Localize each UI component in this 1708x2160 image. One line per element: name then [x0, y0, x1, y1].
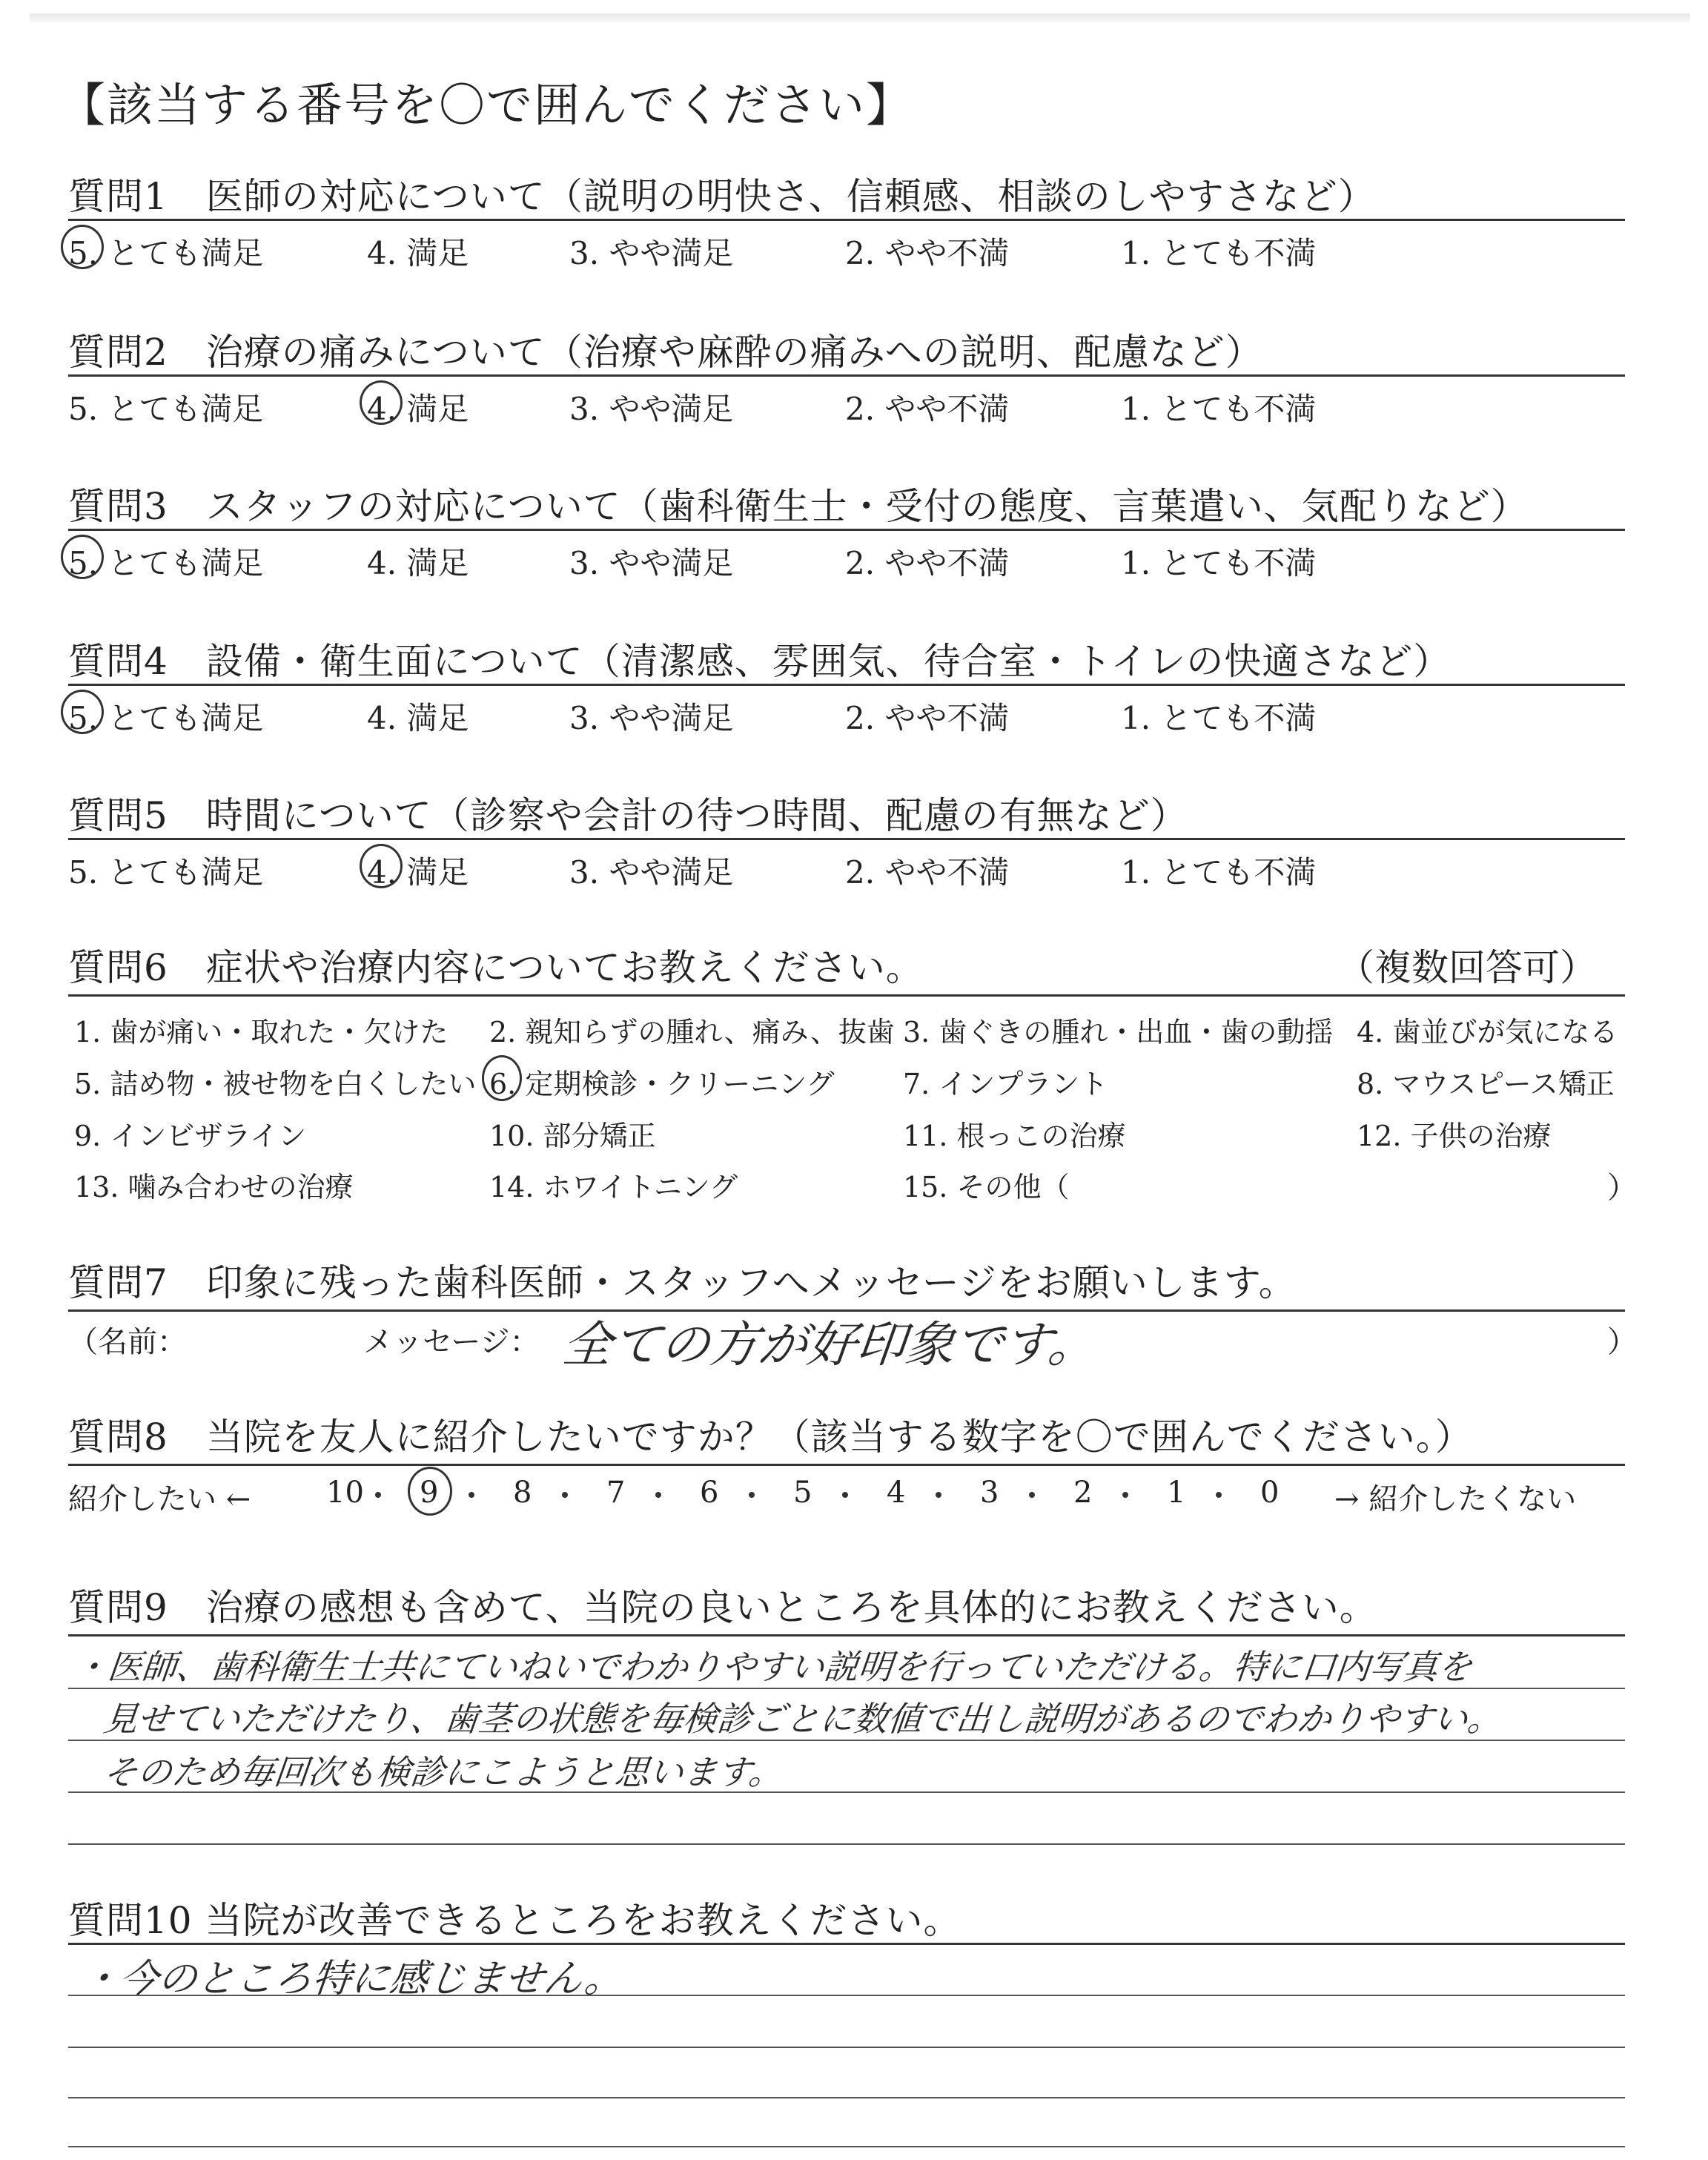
q6-option-15: 15. その他（ — [903, 1171, 1070, 1203]
q6-option-11: 11. 根っこの治療 — [903, 1120, 1126, 1152]
q5-option-2: 2. やや不満 — [845, 854, 1010, 891]
q2-option-1: 1. とても不満 — [1121, 391, 1317, 427]
page-header: 【該当する番号を〇で囲んでください】 — [59, 78, 914, 132]
q3-option-1: 1. とても不満 — [1121, 545, 1317, 581]
q7-close-paren: ） — [1607, 1325, 1637, 1359]
q8-left-label: 紹介したい ← — [68, 1482, 251, 1516]
q4-option-5: 5. とても満足 — [68, 700, 264, 736]
q8-title: 質問8 当院を友人に紹介したいですか？（該当する数字を〇で囲んでください。） — [68, 1416, 1473, 1459]
q8-separator-dot — [469, 1492, 474, 1498]
q4-title: 質問4 設備・衛生面について（清潔感、雰囲気、待合室・トイレの快適さなど） — [68, 640, 1452, 683]
q4-option-3: 3. やや満足 — [569, 700, 734, 736]
q8-separator-dot — [655, 1492, 661, 1498]
q6-option-13: 13. 噛み合わせの治療 — [74, 1171, 354, 1203]
q8-value-10: 10 — [326, 1476, 364, 1510]
q4-option-2: 2. やや不満 — [845, 700, 1010, 736]
q8-separator-dot — [375, 1492, 381, 1498]
q5-rule — [68, 838, 1625, 840]
q10-rule-5 — [68, 2146, 1625, 2147]
q8-separator-dot — [1029, 1492, 1035, 1498]
q7-message-handwritten: 全ての方が好印象です。 — [560, 1316, 1101, 1373]
q6-option-8: 8. マウスピース矯正 — [1357, 1068, 1615, 1100]
q5-option-5: 5. とても満足 — [68, 854, 264, 891]
q6-option-7: 7. インプラント — [903, 1068, 1108, 1100]
q6-note: （複数回答可） — [1337, 946, 1597, 989]
q3-option-4: 4. 満足 — [367, 545, 469, 581]
q8-separator-dot — [842, 1492, 848, 1498]
q3-option-3: 3. やや満足 — [569, 545, 734, 581]
q5-title: 質問5 時間について（診察や会計の待つ時間、配慮の有無など） — [68, 794, 1188, 837]
q5-option-4: 4. 満足 — [367, 854, 469, 891]
q8-separator-dot — [1216, 1492, 1222, 1498]
q4-rule — [68, 684, 1625, 686]
q6-option-10: 10. 部分矯正 — [489, 1120, 656, 1152]
q6-option-9: 9. インビザライン — [74, 1120, 307, 1152]
q9-rule-1 — [68, 1634, 1625, 1636]
q3-option-5: 5. とても満足 — [68, 545, 264, 581]
q6-option-4: 4. 歯並びが気になる — [1357, 1016, 1618, 1048]
q8-separator-dot — [562, 1492, 568, 1498]
q6-close-paren: ） — [1607, 1171, 1637, 1205]
q8-rule — [68, 1464, 1625, 1466]
q9-line-3: そのため毎回次も検診にこようと思います。 — [101, 1752, 785, 1792]
q5-option-3: 3. やや満足 — [569, 854, 734, 891]
q1-selected-circle — [61, 225, 104, 269]
q5-selected-circle — [360, 844, 403, 888]
q8-value-1: 1 — [1167, 1476, 1186, 1510]
q2-title: 質問2 治療の痛みについて（治療や麻酔の痛みへの説明、配慮など） — [68, 331, 1263, 374]
q2-option-2: 2. やや不満 — [845, 391, 1010, 427]
q8-value-4: 4 — [887, 1476, 906, 1510]
q8-value-2: 2 — [1073, 1476, 1093, 1510]
q7-title: 質問7 印象に残った歯科医師・スタッフへメッセージをお願いします。 — [68, 1261, 1297, 1304]
q4-option-1: 1. とても不満 — [1121, 700, 1317, 736]
q6-option-6: 6. 定期検診・クリーニング — [489, 1068, 835, 1100]
q8-value-8: 8 — [513, 1476, 532, 1510]
q8-right-label: → 紹介したくない — [1334, 1482, 1577, 1516]
q6-option-1: 1. 歯が痛い・取れた・欠けた — [74, 1016, 448, 1048]
q10-rule-4 — [68, 2097, 1625, 2098]
scan-edge — [30, 13, 1690, 22]
q3-title: 質問3 スタッフの対応について（歯科衛生士・受付の態度、言葉遣い、気配りなど） — [68, 485, 1529, 528]
q5-option-1: 1. とても不満 — [1121, 854, 1317, 891]
q6-title: 質問6 症状や治療内容についてお教えください。 — [68, 946, 924, 989]
q8-separator-dot — [936, 1492, 941, 1498]
q8-separator-dot — [1122, 1492, 1128, 1498]
q2-option-5: 5. とても満足 — [68, 391, 264, 427]
q2-option-3: 3. やや満足 — [569, 391, 734, 427]
q1-option-4: 4. 満足 — [367, 235, 469, 271]
q6-rule — [68, 994, 1625, 997]
q10-line-1: ・今のところ特に感じません。 — [79, 1957, 626, 2001]
q8-value-0: 0 — [1260, 1476, 1280, 1510]
q7-message-label: メッセージ： — [363, 1325, 540, 1359]
q6-option-5: 5. 詰め物・被せ物を白くしたい — [74, 1068, 477, 1100]
q1-option-2: 2. やや不満 — [845, 235, 1010, 271]
q3-option-2: 2. やや不満 — [845, 545, 1010, 581]
q10-rule-1 — [68, 1943, 1625, 1945]
q10-title: 質問10 当院が改善できるところをお教えください。 — [68, 1899, 961, 1942]
q8-selected-circle — [408, 1467, 452, 1516]
q2-option-4: 4. 満足 — [367, 391, 469, 427]
q1-option-5: 5. とても満足 — [68, 235, 264, 271]
q3-selected-circle — [61, 535, 104, 579]
q4-selected-circle — [61, 690, 104, 734]
q6-option-3: 3. 歯ぐきの腫れ・出血・歯の動揺 — [903, 1016, 1334, 1048]
q1-option-3: 3. やや満足 — [569, 235, 734, 271]
q2-rule — [68, 374, 1625, 377]
q9-rule-5 — [68, 1843, 1625, 1845]
q8-value-6: 6 — [700, 1476, 719, 1510]
q6-option-12: 12. 子供の治療 — [1357, 1120, 1552, 1152]
q1-rule — [68, 219, 1625, 221]
q9-line-2: 見せていただけたり、歯茎の状態を毎検診ごとに数値で出し説明があるのでわかりやすい。 — [101, 1699, 1504, 1739]
q10-rule-3 — [68, 2047, 1625, 2048]
q3-rule — [68, 529, 1625, 531]
q8-value-9: 9 — [420, 1476, 439, 1510]
q9-line-1: ・医師、歯科衛生士共にていねいでわかりやすい説明を行っていただける。特に口内写真を — [71, 1647, 1474, 1687]
q9-title: 質問9 治療の感想も含めて、当院の良いところを具体的にお教えください。 — [68, 1586, 1377, 1629]
q4-option-4: 4. 満足 — [367, 700, 469, 736]
q8-value-3: 3 — [980, 1476, 999, 1510]
q7-name-label: （名前： — [68, 1325, 187, 1359]
q6-option-14: 14. ホワイトニング — [489, 1171, 738, 1203]
q2-selected-circle — [360, 380, 403, 425]
q8-value-5: 5 — [793, 1476, 812, 1510]
q8-separator-dot — [749, 1492, 755, 1498]
q1-title: 質問1 医師の対応について（説明の明快さ、信頼感、相談のしやすさなど） — [68, 175, 1376, 218]
q8-value-7: 7 — [606, 1476, 626, 1510]
q1-option-1: 1. とても不満 — [1121, 235, 1317, 271]
q6-option-2: 2. 親知らずの腫れ、痛み、抜歯 — [489, 1016, 895, 1048]
q6-selected-circle — [482, 1055, 522, 1101]
